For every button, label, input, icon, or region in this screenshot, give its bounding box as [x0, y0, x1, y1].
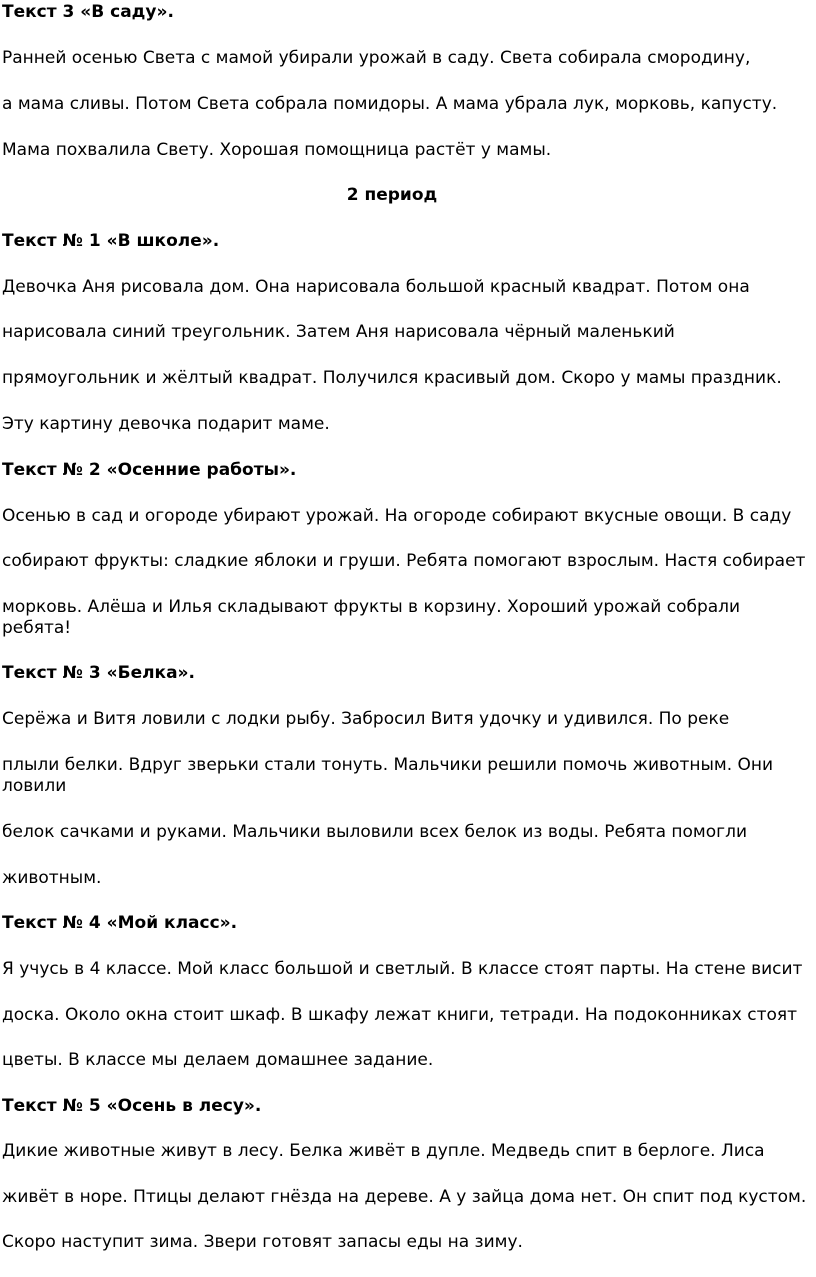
paragraph-line: плыли белки. Вдруг зверьки стали тонуть. Мальчики решили помочь животным. Они — [2, 755, 774, 775]
paragraph-line: доска. Около окна стоит шкаф. В шкафу лежат книги, тетради. На подоконниках стоят — [2, 1005, 798, 1025]
paragraph-line: Мама похвалила Свету. Хорошая помощница растёт у мамы. — [2, 140, 552, 160]
paragraph-line: живёт в норе. Птицы делают гнёзда на дереве. А у зайца дома нет. Он спит под кустом. — [2, 1187, 807, 1207]
section-title-osennie-raboty: Текст № 2 «Осенние работы». — [2, 460, 297, 480]
paragraph-line: Скоро наступит зима. Звери готовят запасы еды на зиму. — [2, 1232, 523, 1252]
paragraph-line: ловили — [2, 776, 67, 796]
period-heading: 2 период — [346, 185, 438, 205]
paragraph-line: животным. — [2, 868, 102, 888]
section-title-v-sadu: Текст 3 «В саду». — [2, 2, 174, 22]
section-title-osen-v-lesu: Текст № 5 «Осень в лесу». — [2, 1096, 262, 1116]
paragraph-line: ребята! — [2, 618, 72, 638]
paragraph-line: нарисовала синий треугольник. Затем Аня нарисовала чёрный маленький — [2, 322, 675, 342]
paragraph-line: а мама сливы. Потом Света собрала помидоры. А мама убрала лук, морковь, капусту. — [2, 94, 778, 114]
paragraph-line: белок сачками и руками. Мальчики выловили всех белок из воды. Ребята помогли — [2, 822, 747, 842]
paragraph-line: Дикие животные живут в лесу. Белка живёт в дупле. Медведь спит в берлоге. Лиса — [2, 1141, 765, 1161]
paragraph-line: цветы. В классе мы делаем домашнее задание. — [2, 1050, 434, 1070]
paragraph-line: Я учусь в 4 классе. Мой класс большой и светлый. В классе стоят парты. На стене висит — [2, 959, 803, 979]
paragraph-line: Девочка Аня рисовала дом. Она нарисовала большой красный квадрат. Потом она — [2, 277, 750, 297]
section-title-moy-klass: Текст № 4 «Мой класс». — [2, 913, 238, 933]
section-title-belka: Текст № 3 «Белка». — [2, 663, 196, 683]
section-title-v-shkole: Текст № 1 «В школе». — [2, 231, 220, 251]
paragraph-line: прямоугольник и жёлтый квадрат. Получился красивый дом. Скоро у мамы праздник. — [2, 368, 782, 388]
paragraph-line: Эту картину девочка подарит маме. — [2, 414, 330, 434]
paragraph-line: Ранней осенью Света с мамой убирали урожай в саду. Света собирала смородину, — [2, 48, 751, 68]
paragraph-line: Осенью в сад и огороде убирают урожай. На огороде собирают вкусные овощи. В саду — [2, 506, 792, 526]
paragraph-line: морковь. Алёша и Илья складывают фрукты в корзину. Хороший урожай собрали — [2, 597, 741, 617]
paragraph-line: Серёжа и Витя ловили с лодки рыбу. Забросил Витя удочку и удивился. По реке — [2, 709, 730, 729]
paragraph-line: собирают фрукты: сладкие яблоки и груши. Ребята помогают взрослым. Настя собирает — [2, 551, 806, 571]
